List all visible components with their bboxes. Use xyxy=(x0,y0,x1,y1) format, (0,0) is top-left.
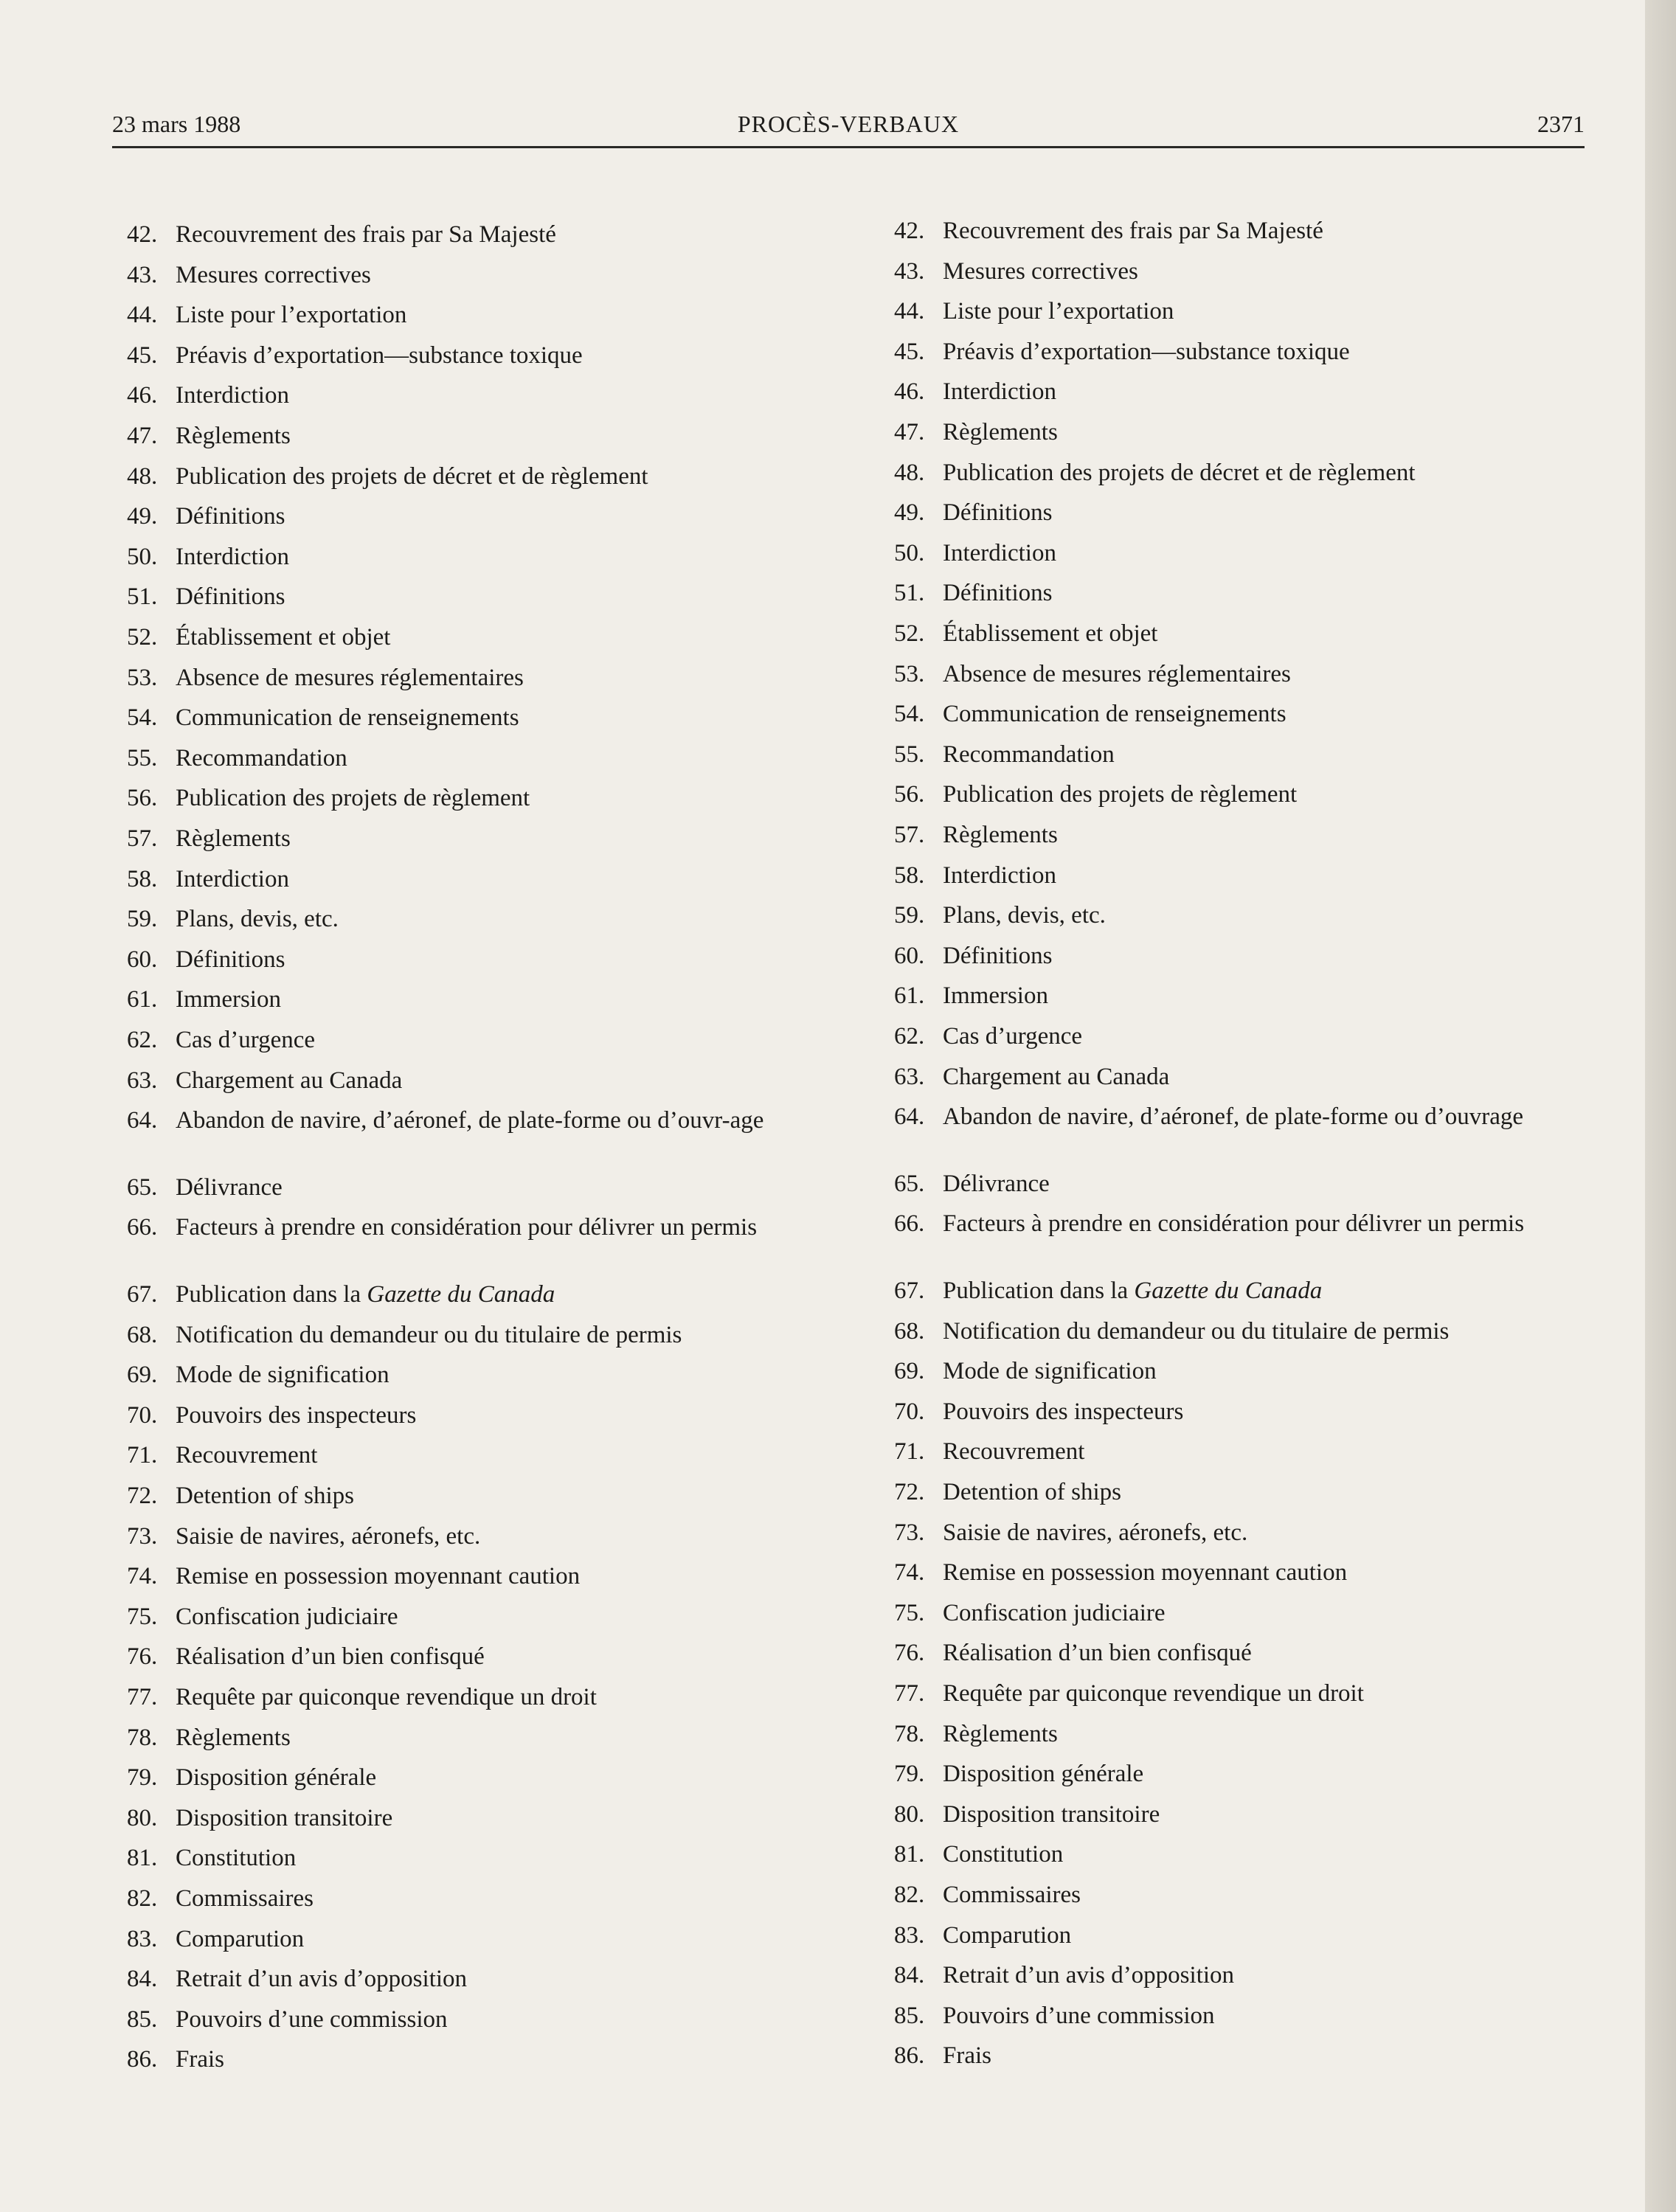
item-number: 77. xyxy=(127,1684,158,1710)
item-text: Cas d’urgence xyxy=(176,1027,316,1053)
item-heading xyxy=(176,1563,846,1589)
item-heading xyxy=(943,298,1610,325)
item-text: Notification du demandeur ou du titulaire de permis xyxy=(176,1321,682,1348)
item-number: 82. xyxy=(127,1885,158,1912)
item-heading xyxy=(943,1882,1610,1908)
item-text: Immersion xyxy=(943,982,1048,1010)
item-heading xyxy=(943,460,1610,486)
item-heading xyxy=(943,982,1610,1009)
item-number: 75. xyxy=(894,1599,925,1626)
item-heading xyxy=(176,1885,846,1912)
item-heading xyxy=(943,1210,1610,1237)
item-text: Mode de signification xyxy=(176,1362,389,1389)
item-heading xyxy=(943,1398,1610,1425)
item-heading xyxy=(176,866,846,892)
item-number: 56. xyxy=(127,785,158,812)
item-text: Chargement au Canada xyxy=(943,1063,1170,1090)
item-text: Commissaires xyxy=(943,1882,1081,1908)
item-number: 48. xyxy=(127,462,158,490)
item-text: Définitions xyxy=(176,583,285,611)
item-text: Pouvoirs des inspecteurs xyxy=(176,1401,417,1429)
item-text: Préavis d’exportation—substance toxique xyxy=(943,338,1350,365)
item-heading xyxy=(176,1174,846,1201)
header-title: PROCÈS-VERBAUX xyxy=(737,111,960,137)
item-text: Requête par quiconque revendique un droit xyxy=(176,1684,597,1710)
item-heading xyxy=(176,704,846,731)
item-number: 67. xyxy=(894,1277,925,1304)
item-number: 66. xyxy=(894,1210,925,1238)
item-number: 45. xyxy=(894,338,925,365)
item-heading xyxy=(943,218,1610,244)
item-number: 60. xyxy=(894,942,925,969)
item-text: Recouvrement xyxy=(943,1438,1085,1466)
item-heading xyxy=(943,902,1610,929)
item-heading xyxy=(943,339,1610,365)
item-heading xyxy=(176,785,846,811)
item-number: 43. xyxy=(127,261,158,288)
item-text: Frais xyxy=(176,2046,224,2073)
item-heading xyxy=(943,1801,1610,1828)
item-number: 83. xyxy=(894,1921,925,1949)
item-heading xyxy=(943,1277,1610,1304)
item-text: Confiscation judiciaire xyxy=(176,1603,398,1630)
item-number: 78. xyxy=(894,1720,925,1747)
item-text: Chargement au Canada xyxy=(176,1067,403,1094)
item-text: Absence de mesures réglementaires xyxy=(176,664,524,691)
item-number: 52. xyxy=(894,620,925,647)
item-text: Plans, devis, etc. xyxy=(176,906,339,933)
item-text: Pouvoirs d’une commission xyxy=(176,2005,448,2033)
item-text: Pouvoirs d’une commission xyxy=(943,2002,1215,2029)
item-text: Recommandation xyxy=(176,744,347,772)
item-heading xyxy=(943,1479,1610,1505)
item-heading xyxy=(176,262,846,288)
item-text: Disposition générale xyxy=(176,1764,377,1792)
item-text: Réalisation d’un bien confisqué xyxy=(943,1640,1252,1667)
item-heading xyxy=(176,1603,846,1630)
item-number: 60. xyxy=(127,946,158,973)
item-heading xyxy=(943,943,1610,969)
item-text: Définitions xyxy=(176,946,285,973)
item-text: Règlements xyxy=(176,1724,291,1751)
item-number: 73. xyxy=(894,1519,925,1546)
item-number: 65. xyxy=(894,1170,925,1197)
item-text: Mesures correctives xyxy=(176,261,371,288)
item-heading xyxy=(943,741,1610,768)
item-text: Constitution xyxy=(943,1841,1064,1868)
item-text: Pouvoirs des inspecteurs xyxy=(943,1398,1184,1425)
item-text: Commissaires xyxy=(176,1885,314,1912)
item-number: 63. xyxy=(127,1067,158,1094)
item-number: 47. xyxy=(894,419,925,445)
item-text: Abandon de navire, d’aéronef, de plate-forme ou d’ouvr-age xyxy=(176,1107,764,1134)
item-text: Définitions xyxy=(943,580,1053,607)
item-number: 81. xyxy=(127,1845,158,1872)
item-text: Interdiction xyxy=(943,861,1056,889)
item-heading xyxy=(176,342,846,369)
item-number: 66. xyxy=(127,1214,158,1241)
item-heading xyxy=(176,1483,846,1509)
item-number: 79. xyxy=(894,1761,925,1788)
item-number: 73. xyxy=(127,1522,158,1550)
item-number: 50. xyxy=(127,543,158,570)
item-heading xyxy=(176,2046,846,2073)
item-italic-title: Gazette du Canada xyxy=(1134,1277,1323,1304)
item-text: Frais xyxy=(943,2042,991,2070)
item-heading xyxy=(176,1845,846,1871)
page-header xyxy=(112,111,1585,146)
item-text: Établissement et objet xyxy=(943,620,1158,647)
item-text: Définitions xyxy=(943,942,1053,969)
item-number: 68. xyxy=(127,1321,158,1348)
item-text: Interdiction xyxy=(943,539,1056,566)
item-number: 69. xyxy=(894,1358,925,1385)
item-number: 62. xyxy=(127,1027,158,1053)
item-heading xyxy=(943,1761,1610,1787)
item-heading xyxy=(943,1171,1610,1197)
item-text: Detention of ships xyxy=(943,1479,1121,1505)
item-number: 58. xyxy=(894,861,925,889)
item-text: Comparution xyxy=(176,1925,305,1952)
item-number: 85. xyxy=(894,2002,925,2029)
item-heading xyxy=(176,1764,846,1791)
item-number: 52. xyxy=(127,624,158,651)
page-number: 2371 xyxy=(1537,111,1585,137)
item-heading xyxy=(943,620,1610,647)
item-text: Plans, devis, etc. xyxy=(943,902,1106,929)
item-number: 46. xyxy=(894,378,925,406)
item-heading xyxy=(176,1027,846,1053)
item-text: Detention of ships xyxy=(176,1483,354,1509)
item-text: Interdiction xyxy=(176,382,289,409)
item-heading xyxy=(176,1523,846,1550)
item-text: Règlements xyxy=(943,822,1058,848)
item-number: 80. xyxy=(894,1800,925,1828)
item-heading xyxy=(943,2042,1610,2069)
item-text: Absence de mesures réglementaires xyxy=(943,660,1291,687)
item-number: 61. xyxy=(127,986,158,1013)
item-number: 55. xyxy=(127,744,158,772)
item-number: 51. xyxy=(894,580,925,607)
header-rule xyxy=(112,146,1585,148)
item-text: Comparution xyxy=(943,1921,1072,1949)
item-number: 49. xyxy=(127,503,158,530)
item-number: 81. xyxy=(894,1841,925,1868)
item-heading xyxy=(943,1721,1610,1747)
item-number: 53. xyxy=(894,660,925,687)
item-heading xyxy=(176,423,846,449)
item-number: 47. xyxy=(127,423,158,449)
item-text: Définitions xyxy=(943,499,1053,527)
item-number: 65. xyxy=(127,1173,158,1201)
item-heading xyxy=(943,1962,1610,1989)
item-italic-title: Gazette du Canada xyxy=(367,1281,555,1308)
item-heading xyxy=(176,825,846,852)
item-heading xyxy=(176,986,846,1013)
item-text: Disposition transitoire xyxy=(943,1800,1160,1828)
item-number: 51. xyxy=(127,583,158,611)
item-number: 44. xyxy=(127,302,158,329)
item-number: 71. xyxy=(894,1438,925,1466)
item-text: Saisie de navires, aéronefs, etc. xyxy=(176,1522,481,1550)
item-text: Constitution xyxy=(176,1845,297,1872)
item-heading xyxy=(943,1358,1610,1384)
item-heading xyxy=(943,1519,1610,1546)
item-heading xyxy=(176,503,846,530)
item-heading xyxy=(176,382,846,409)
item-heading xyxy=(176,1684,846,1710)
item-text: Recommandation xyxy=(943,741,1115,768)
item-number: 57. xyxy=(127,825,158,852)
item-number: 67. xyxy=(127,1281,158,1308)
item-number: 64. xyxy=(127,1107,158,1134)
item-text: Recouvrement des frais par Sa Majesté xyxy=(176,221,556,248)
item-text: Retrait d’un avis d’opposition xyxy=(176,1966,468,1993)
item-number: 74. xyxy=(894,1559,925,1587)
item-number: 48. xyxy=(894,459,925,486)
item-heading xyxy=(943,701,1610,727)
item-heading xyxy=(176,1643,846,1670)
item-number: 75. xyxy=(127,1603,158,1630)
item-text: Disposition transitoire xyxy=(176,1804,393,1831)
item-heading xyxy=(176,463,846,490)
item-heading xyxy=(176,1362,846,1388)
item-heading xyxy=(943,540,1610,566)
item-heading xyxy=(176,1281,846,1308)
item-number: 83. xyxy=(127,1925,158,1952)
item-heading xyxy=(176,221,846,248)
item-number: 74. xyxy=(127,1563,158,1590)
item-heading xyxy=(943,1922,1610,1949)
item-number: 76. xyxy=(894,1640,925,1667)
item-number: 72. xyxy=(894,1479,925,1505)
item-number: 56. xyxy=(894,781,925,808)
item-heading xyxy=(943,1640,1610,1666)
item-number: 85. xyxy=(127,2005,158,2033)
item-text: Abandon de navire, d’aéronef, de plate-forme ou d’ouvrage xyxy=(943,1103,1524,1131)
item-text: Recouvrement xyxy=(176,1442,318,1469)
item-heading xyxy=(176,544,846,570)
item-text: Saisie de navires, aéronefs, etc. xyxy=(943,1519,1248,1546)
item-number: 43. xyxy=(894,257,925,285)
item-number: 84. xyxy=(127,1966,158,1993)
item-text: Publication dans la xyxy=(176,1281,367,1308)
item-text: Facteurs à prendre en considération pour délivrer un permis xyxy=(176,1214,758,1241)
item-text: Disposition générale xyxy=(943,1761,1144,1788)
item-number: 63. xyxy=(894,1063,925,1090)
item-number: 80. xyxy=(127,1804,158,1831)
item-text: Règlements xyxy=(943,1720,1058,1747)
item-heading xyxy=(176,302,846,328)
item-heading xyxy=(943,781,1610,808)
item-text: Liste pour l’exportation xyxy=(943,298,1174,325)
item-number: 42. xyxy=(894,218,925,244)
item-text: Retrait d’un avis d’opposition xyxy=(943,1962,1235,1989)
item-number: 69. xyxy=(127,1362,158,1389)
item-text: Préavis d’exportation—substance toxique xyxy=(176,341,583,369)
item-heading xyxy=(943,2003,1610,2029)
item-text: Délivrance xyxy=(176,1173,283,1201)
item-number: 59. xyxy=(127,906,158,933)
item-number: 84. xyxy=(894,1962,925,1989)
item-number: 57. xyxy=(894,822,925,848)
item-heading xyxy=(943,862,1610,889)
item-text: Publication des projets de règlement xyxy=(176,785,530,812)
item-text: Publication des projets de règlement xyxy=(943,781,1298,808)
item-number: 46. xyxy=(127,382,158,409)
item-number: 64. xyxy=(894,1103,925,1131)
item-text: Publication des projets de décret et de règlement xyxy=(943,459,1416,486)
item-heading xyxy=(943,1680,1610,1707)
item-heading xyxy=(176,1067,846,1094)
item-number: 78. xyxy=(127,1724,158,1751)
item-number: 54. xyxy=(127,704,158,732)
item-heading xyxy=(176,583,846,610)
item-heading xyxy=(943,1438,1610,1465)
item-heading xyxy=(943,499,1610,526)
item-heading xyxy=(176,1926,846,1952)
item-number: 49. xyxy=(894,499,925,527)
item-heading xyxy=(176,2006,846,2033)
item-number: 58. xyxy=(127,865,158,892)
item-number: 59. xyxy=(894,902,925,929)
item-text: Règlements xyxy=(176,423,291,449)
item-number: 45. xyxy=(127,341,158,369)
item-number: 53. xyxy=(127,664,158,691)
header-date: 23 mars 1988 xyxy=(112,111,241,137)
item-number: 76. xyxy=(127,1643,158,1671)
item-number: 86. xyxy=(894,2042,925,2070)
item-number: 70. xyxy=(894,1398,925,1425)
item-heading xyxy=(943,1318,1610,1345)
item-number: 72. xyxy=(127,1483,158,1509)
item-number: 61. xyxy=(894,982,925,1010)
item-number: 42. xyxy=(127,221,158,248)
item-heading xyxy=(943,580,1610,606)
item-heading xyxy=(176,1724,846,1751)
item-number: 86. xyxy=(127,2046,158,2073)
item-text: Définitions xyxy=(176,503,285,530)
item-heading xyxy=(943,1103,1610,1130)
item-text: Requête par quiconque revendique un droit xyxy=(943,1680,1364,1707)
item-heading xyxy=(176,1322,846,1348)
item-text: Mode de signification xyxy=(943,1358,1157,1385)
item-text: Mesures correctives xyxy=(943,257,1138,285)
item-text: Communication de renseignements xyxy=(943,701,1287,728)
item-text: Établissement et objet xyxy=(176,624,391,651)
item-text: Règlements xyxy=(176,825,291,852)
item-text: Liste pour l’exportation xyxy=(176,302,407,329)
item-text: Notification du demandeur ou du titulaire de permis xyxy=(943,1317,1450,1345)
item-text: Interdiction xyxy=(176,543,289,570)
item-text: Remise en possession moyennant caution xyxy=(943,1559,1348,1587)
item-heading xyxy=(176,1214,846,1241)
item-text: Réalisation d’un bien confisqué xyxy=(176,1643,485,1671)
item-heading xyxy=(943,419,1610,445)
item-text: Publication dans la xyxy=(943,1277,1135,1304)
item-heading xyxy=(176,1402,846,1429)
item-text: Cas d’urgence xyxy=(943,1023,1083,1050)
item-text: Interdiction xyxy=(943,378,1056,406)
item-text: Délivrance xyxy=(943,1170,1050,1197)
item-text: Immersion xyxy=(176,986,281,1013)
item-heading xyxy=(943,661,1610,687)
item-heading xyxy=(176,1442,846,1469)
item-heading xyxy=(176,1805,846,1831)
item-heading xyxy=(943,1023,1610,1050)
item-number: 82. xyxy=(894,1882,925,1908)
item-heading xyxy=(943,378,1610,405)
item-heading xyxy=(176,946,846,973)
item-heading xyxy=(176,624,846,651)
item-text: Communication de renseignements xyxy=(176,704,519,732)
item-heading xyxy=(176,665,846,691)
item-text: Confiscation judiciaire xyxy=(943,1599,1166,1626)
item-heading xyxy=(943,1841,1610,1868)
item-number: 77. xyxy=(894,1680,925,1707)
item-text: Facteurs à prendre en considération pour délivrer un permis xyxy=(943,1210,1525,1238)
item-heading xyxy=(176,745,846,772)
item-text: Interdiction xyxy=(176,865,289,892)
item-text: Règlements xyxy=(943,419,1058,445)
item-heading xyxy=(943,822,1610,848)
item-heading xyxy=(176,1966,846,1992)
item-heading xyxy=(943,258,1610,285)
item-number: 71. xyxy=(127,1442,158,1469)
item-number: 68. xyxy=(894,1317,925,1345)
item-heading xyxy=(943,1064,1610,1090)
item-text: Remise en possession moyennant caution xyxy=(176,1563,581,1590)
item-heading xyxy=(943,1600,1610,1626)
item-number: 79. xyxy=(127,1764,158,1792)
item-heading xyxy=(176,906,846,932)
item-number: 44. xyxy=(894,298,925,325)
item-heading xyxy=(176,1107,846,1134)
item-number: 55. xyxy=(894,741,925,768)
page-edge xyxy=(1645,0,1676,2212)
item-number: 54. xyxy=(894,701,925,728)
item-text: Publication des projets de décret et de règlement xyxy=(176,462,648,490)
item-number: 62. xyxy=(894,1023,925,1050)
item-number: 70. xyxy=(127,1401,158,1429)
item-heading xyxy=(943,1559,1610,1586)
item-number: 50. xyxy=(894,539,925,566)
item-text: Recouvrement des frais par Sa Majesté xyxy=(943,218,1323,244)
